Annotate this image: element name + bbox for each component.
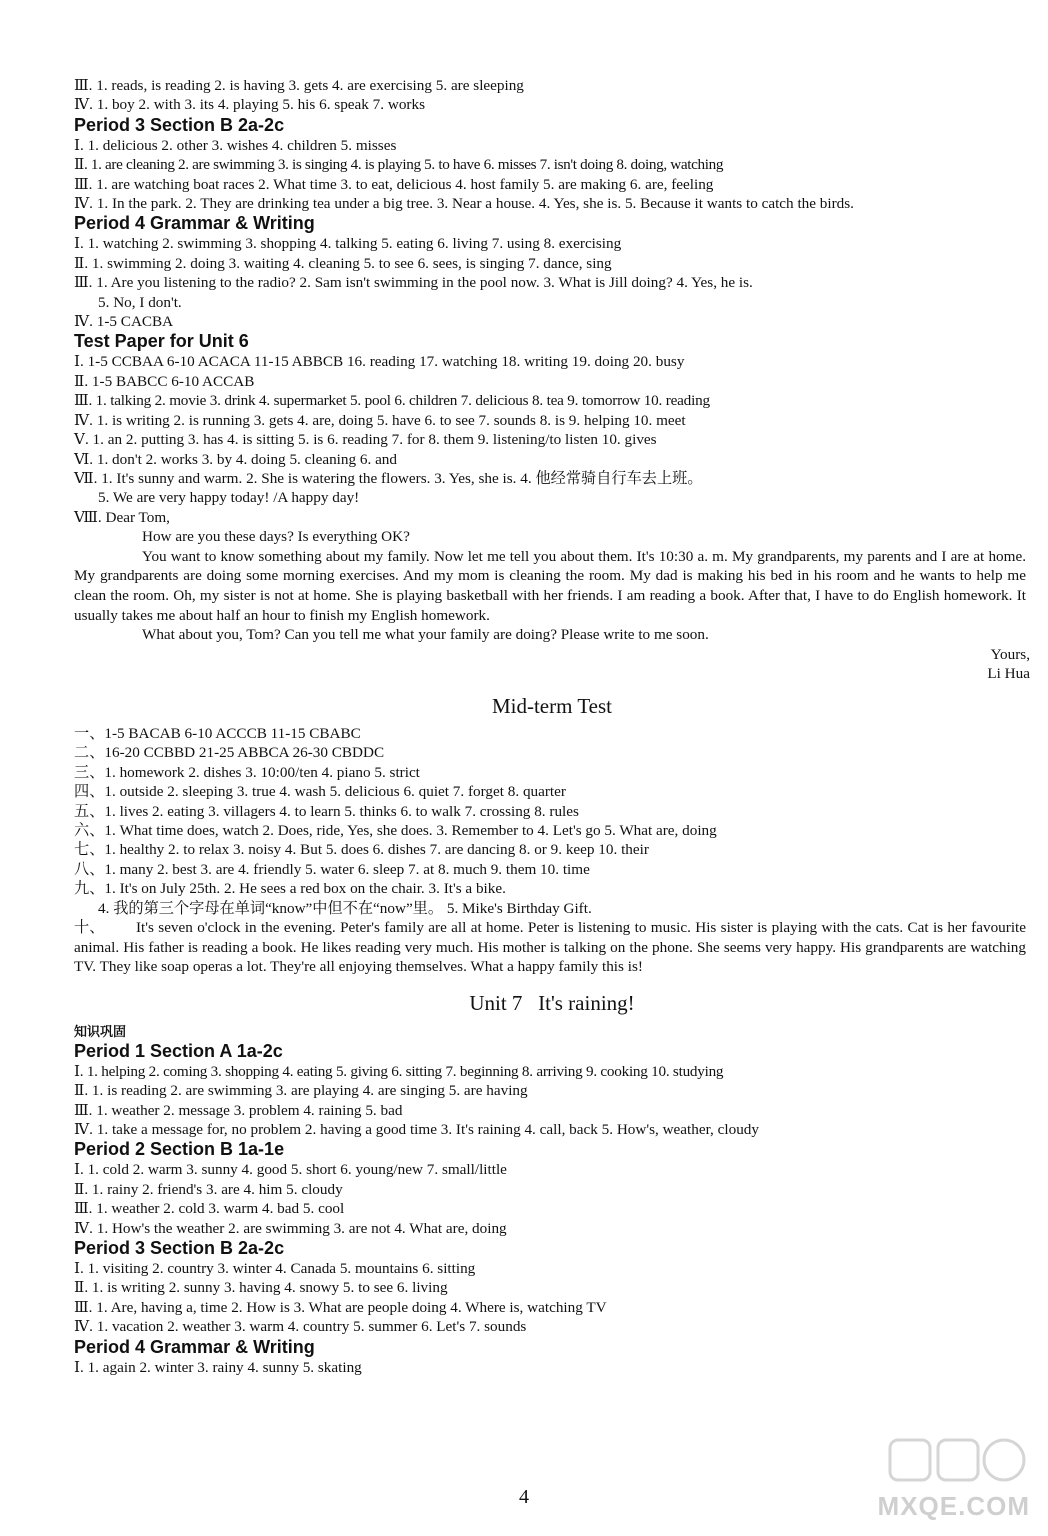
section-heading: Period 1 Section A 1a-2c [74, 1040, 283, 1061]
answer-line: Ⅳ. 1. boy 2. with 3. its 4. playing 5. his 6. speak 7. works [74, 96, 425, 114]
unit7-title: Unit 7 It's raining! [469, 990, 635, 1015]
answer-line: Ⅲ. 1. Are you listening to the radio? 2. Sam isn't swimming in the pool now. 3. What is Jill doing? 4. Yes, he is. [74, 274, 753, 292]
section-heading: Period 2 Section B 1a-1e [74, 1139, 285, 1160]
sample-letter [74, 508, 1030, 684]
answer-line: Ⅰ. 1. watching 2. swimming 3. shopping 4. talking 5. eating 6. living 7. using 8. exercising [74, 235, 622, 253]
answer-line: Ⅰ. 1. again 2. winter 3. rainy 4. sunny 5. skating [74, 1358, 362, 1376]
answer-line: Ⅲ. 1. weather 2. message 3. problem 4. raining 5. bad [74, 1101, 403, 1119]
page-number: 4 [519, 1486, 529, 1508]
answer-line: Ⅰ. 1. visiting 2. country 3. winter 4. Canada 5. mountains 6. sitting [74, 1259, 476, 1277]
answer-line: 二、16-20 CCBBD 21-25 ABBCA 26-30 CBDDC [74, 744, 385, 762]
answer-line: Ⅲ. 1. weather 2. cold 3. warm 4. bad 5. cool [74, 1200, 345, 1218]
answer-line: Ⅲ. 1. are watching boat races 2. What time 3. to eat, delicious 4. host family 5. are making 6. are, feeling [74, 175, 714, 193]
answer-line: Ⅲ. 1. Are, having a, time 2. How is 3. What are people doing 4. Where is, watching TV [74, 1298, 607, 1316]
answer-line: Ⅱ. 1. rainy 2. friend's 3. are 4. him 5. cloudy [74, 1180, 343, 1198]
subsection-label: 知识巩固 [74, 1023, 127, 1039]
answer-line: 九、1. It's on July 25th. 2. He sees a red box on the chair. 3. It's a bike. [74, 880, 506, 898]
letter-paragraph: How are you these days? Is everything OK? [142, 528, 410, 546]
answer-line: Ⅰ. 1-5 CCBAA 6-10 ACACA 11-15 ABBCB 16. reading 17. watching 18. writing 19. doing 20. busy [74, 353, 685, 371]
answer-line: Ⅵ. 1. don't 2. works 3. by 4. doing 5. cleaning 6. and [74, 450, 397, 468]
midterm-writing-label: 十、 [74, 918, 105, 936]
answer-line: 八、1. many 2. best 3. are 4. friendly 5. water 6. sleep 7. at 8. much 9. them 10. time [74, 860, 590, 878]
answer-key-page [74, 76, 1030, 1377]
letter-signature: Li Hua [987, 665, 1030, 683]
answer-line: 四、1. outside 2. sleeping 3. true 4. wash 5. delicious 6. quiet 7. forget 8. quarter [74, 783, 566, 801]
section-heading: Test Paper for Unit 6 [74, 331, 249, 352]
answer-line: 七、1. healthy 2. to relax 3. noisy 4. But 5. does 6. dishes 7. are dancing 8. or 9. keep 10. their [74, 841, 649, 859]
answer-line: Ⅱ. 1-5 BABCC 6-10 ACCAB [74, 372, 255, 390]
letter-paragraph: You want to know something about my family. Now let me tell you about them. It's 10:30 a. m. My grandparents, my parents and I are at home. My grandparents are doing some morning exercises. And my mom is cleaning the room. My dad is making his bed in his room and he wants to help me clean the room. Oh, my sister is not at home. She is playing basketball with her friends. I am reading a book. After that, I have to do English homework. It usually takes me about half an hour to finish my English homework. [74, 547, 1026, 624]
midterm-writing [74, 918, 1026, 977]
watermark-logo [877, 1436, 1030, 1522]
answer-line: 六、1. What time does, watch 2. Does, ride, Yes, she does. 3. Remember to 4. Let's go 5. What are, doing [74, 821, 717, 839]
section-heading: Period 3 Section B 2a-2c [74, 114, 285, 135]
answer-line: Ⅱ. 1. swimming 2. doing 3. waiting 4. cleaning 5. to see 6. sees, is singing 7. dance, sing [74, 254, 612, 272]
answer-line: Ⅰ. 1. helping 2. coming 3. shopping 4. eating 5. giving 6. sitting 7. beginning 8. arriving 9. cooking 10. studying [74, 1062, 724, 1080]
letter-closing: Yours, [990, 645, 1030, 663]
answer-line: Ⅱ. 1. is reading 2. are swimming 3. are playing 4. are singing 5. are having [74, 1082, 528, 1100]
answer-line: 三、1. homework 2. dishes 3. 10:00/ten 4. piano 5. strict [74, 763, 420, 781]
answer-line: Ⅳ. 1. is writing 2. is running 3. gets 4. are, doing 5. have 6. to see 7. sounds 8. is 9. helping 10. meet [74, 411, 686, 429]
answer-line: Ⅶ. 1. It's sunny and warm. 2. She is watering the flowers. 3. Yes, she is. 4. 他经常骑自行车去上班。 [74, 469, 703, 487]
answer-line: 五、1. lives 2. eating 3. villagers 4. to learn 5. thinks 6. to walk 7. crossing 8. rules [74, 802, 579, 820]
answer-line: Ⅴ. 1. an 2. putting 3. has 4. is sitting 5. is 6. reading 7. for 8. them 9. listening/to listen 10. gives [74, 431, 657, 449]
answer-line: Ⅳ. 1. How's the weather 2. are swimming 3. are not 4. What are, doing [74, 1219, 507, 1237]
midterm-title: Mid-term Test [491, 693, 613, 718]
answer-line: Ⅰ. 1. cold 2. warm 3. sunny 4. good 5. short 6. young/new 7. small/little [74, 1161, 507, 1179]
section-heading: Period 4 Grammar & Writing [74, 213, 315, 234]
answer-line: Ⅳ. 1. take a message for, no problem 2. having a good time 3. It's raining 4. call, back 5. How's, weather, cloudy [74, 1120, 759, 1138]
answer-line: 5. We are very happy today! /A happy day! [98, 489, 360, 507]
watermark-text: MXQE.COM [877, 1491, 1030, 1521]
answer-line: Ⅳ. 1. In the park. 2. They are drinking tea under a big tree. 3. Near a house. 4. Yes, she is. 5. Because it wants to catch the birds. [74, 195, 854, 213]
midterm-writing-text: It's seven o'clock in the evening. Peter's family are all at home. Peter is listening to music. His sister is playing with the cats. Cat is her favourite animal. His father is reading a book. He likes reading very much. His mother is talking on the phone. She seems very happy. His grandparents are watching TV. They like soap operas a lot. They're all enjoying themselves. What a happy family this is! [74, 918, 1026, 976]
section-heading: Period 4 Grammar & Writing [74, 1336, 315, 1357]
letter-paragraph: What about you, Tom? Can you tell me what your family are doing? Please write to me soon. [142, 626, 709, 644]
answer-line: 4. 我的第三个字母在单词“know”中但不在“now”里。 5. Mike's Birthday Gift. [98, 899, 592, 917]
answer-line: Ⅰ. 1. delicious 2. other 3. wishes 4. children 5. misses [74, 136, 397, 154]
letter-salutation: Ⅷ. Dear Tom, [74, 508, 170, 526]
answer-line: Ⅱ. 1. is writing 2. sunny 3. having 4. snowy 5. to see 6. living [74, 1279, 448, 1297]
answer-line: Ⅳ. 1-5 CACBA [74, 313, 174, 331]
answer-line: 5. No, I don't. [98, 293, 182, 311]
answer-line: Ⅱ. 1. are cleaning 2. are swimming 3. is singing 4. is playing 5. to have 6. misses 7. isn't doing 8. doing, watching [74, 156, 724, 174]
unit6-period2-tail [74, 76, 1030, 115]
watermark-seal-icon [882, 1436, 1030, 1496]
answer-line: 一、1-5 BACAB 6-10 ACCCB 11-15 CBABC [74, 724, 361, 742]
answer-line: Ⅲ. 1. reads, is reading 2. is having 3. gets 4. are exercising 5. are sleeping [74, 77, 524, 94]
answer-line: Ⅲ. 1. talking 2. movie 3. drink 4. supermarket 5. pool 6. children 7. delicious 8. tea 9. tomorrow 10. reading [74, 392, 710, 410]
section-heading: Period 3 Section B 2a-2c [74, 1237, 285, 1258]
answer-line: Ⅳ. 1. vacation 2. weather 3. warm 4. country 5. summer 6. Let's 7. sounds [74, 1318, 527, 1336]
